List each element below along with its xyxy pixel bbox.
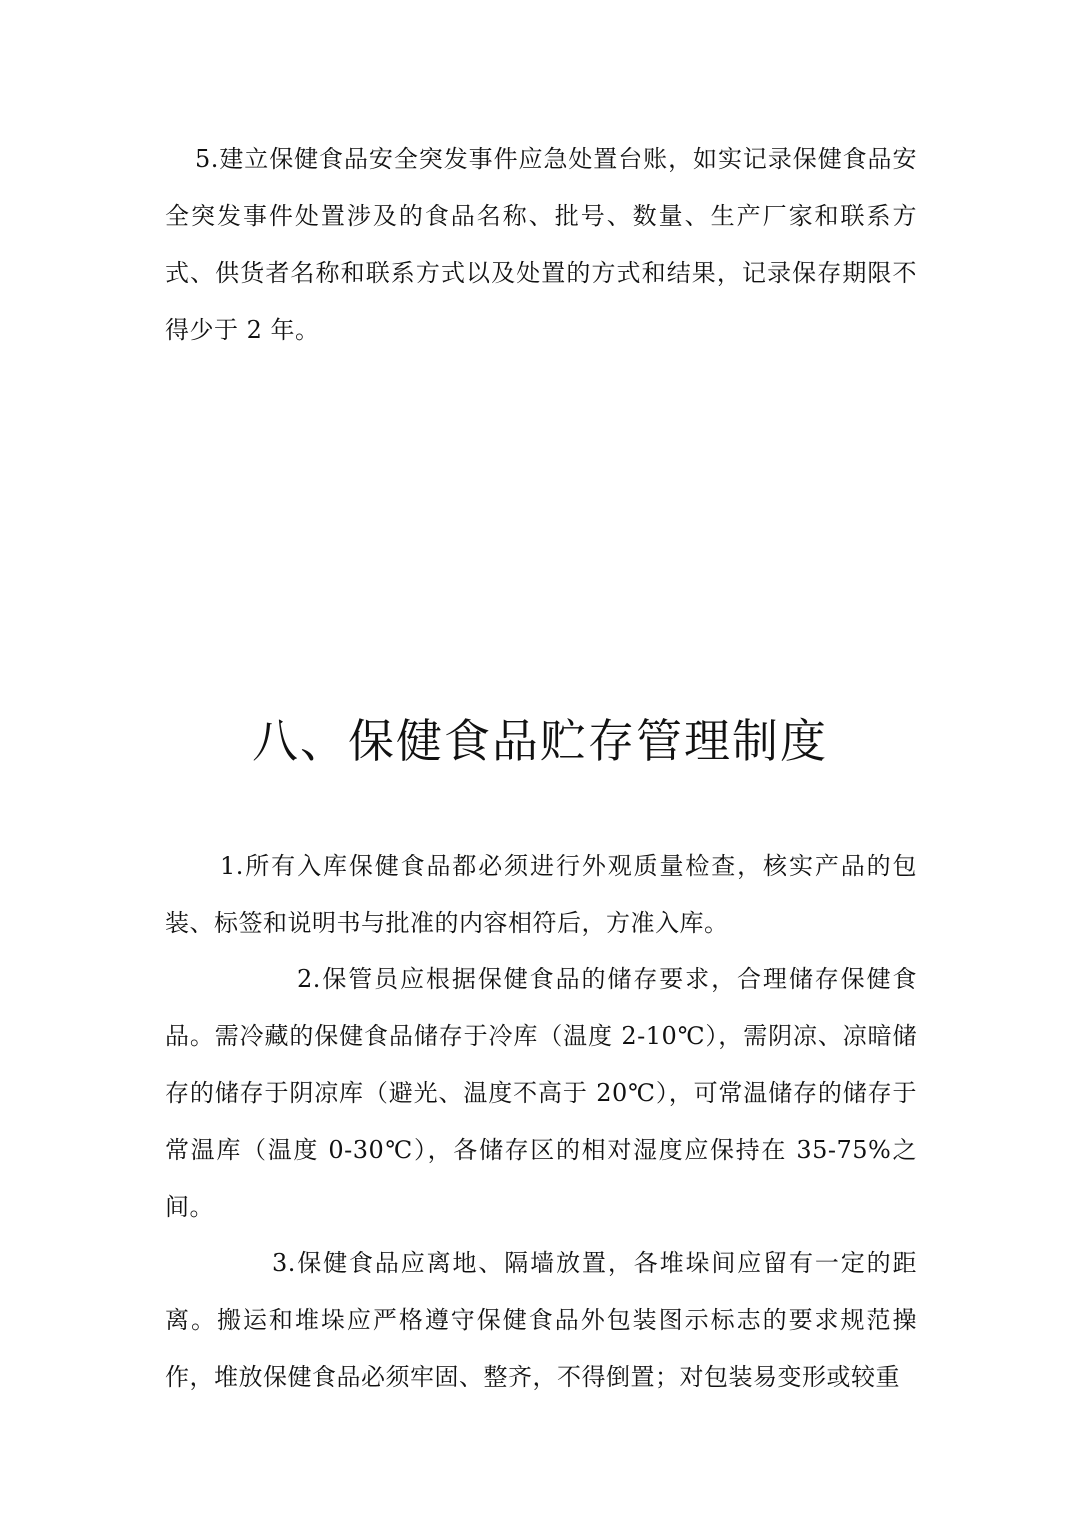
paragraph-item-5: 5.建立保健食品安全突发事件应急处置台账，如实记录保健食品安全突发事件处置涉及的食品名称、批号、数量、生产厂家和联系方式、供货者名称和联系方式以及处置的方式和结果，记录保存期限不得少于 2 年。 bbox=[165, 145, 917, 344]
paragraph-item-3: 3.保健食品应离地、隔墙放置，各堆垛间应留有一定的距离。搬运和堆垛应严格遵守保健食品外包装图示标志的要求规范操作，堆放保健食品必须牢固、整齐，不得倒置；对包装易变形或较重 bbox=[165, 1249, 917, 1391]
section-title: 八、保健食品贮存管理制度 bbox=[252, 714, 828, 768]
paragraph-item-1: 1.所有入库保健食品都必须进行外观质量检查，核实产品的包装、标签和说明书与批准的内容相符后，方准入库。 bbox=[165, 852, 917, 937]
paragraph-item-2: 2.保管员应根据保健食品的储存要求，合理储存保健食品。需冷藏的保健食品储存于冷库（温度 2-10℃），需阴凉、凉暗储存的储存于阴凉库（避光、温度不高于 20℃），可常温储存的储存于常温库（温度 0-30℃），各储存区的相对湿度应保持在 35-75%之间。 bbox=[165, 965, 917, 1221]
